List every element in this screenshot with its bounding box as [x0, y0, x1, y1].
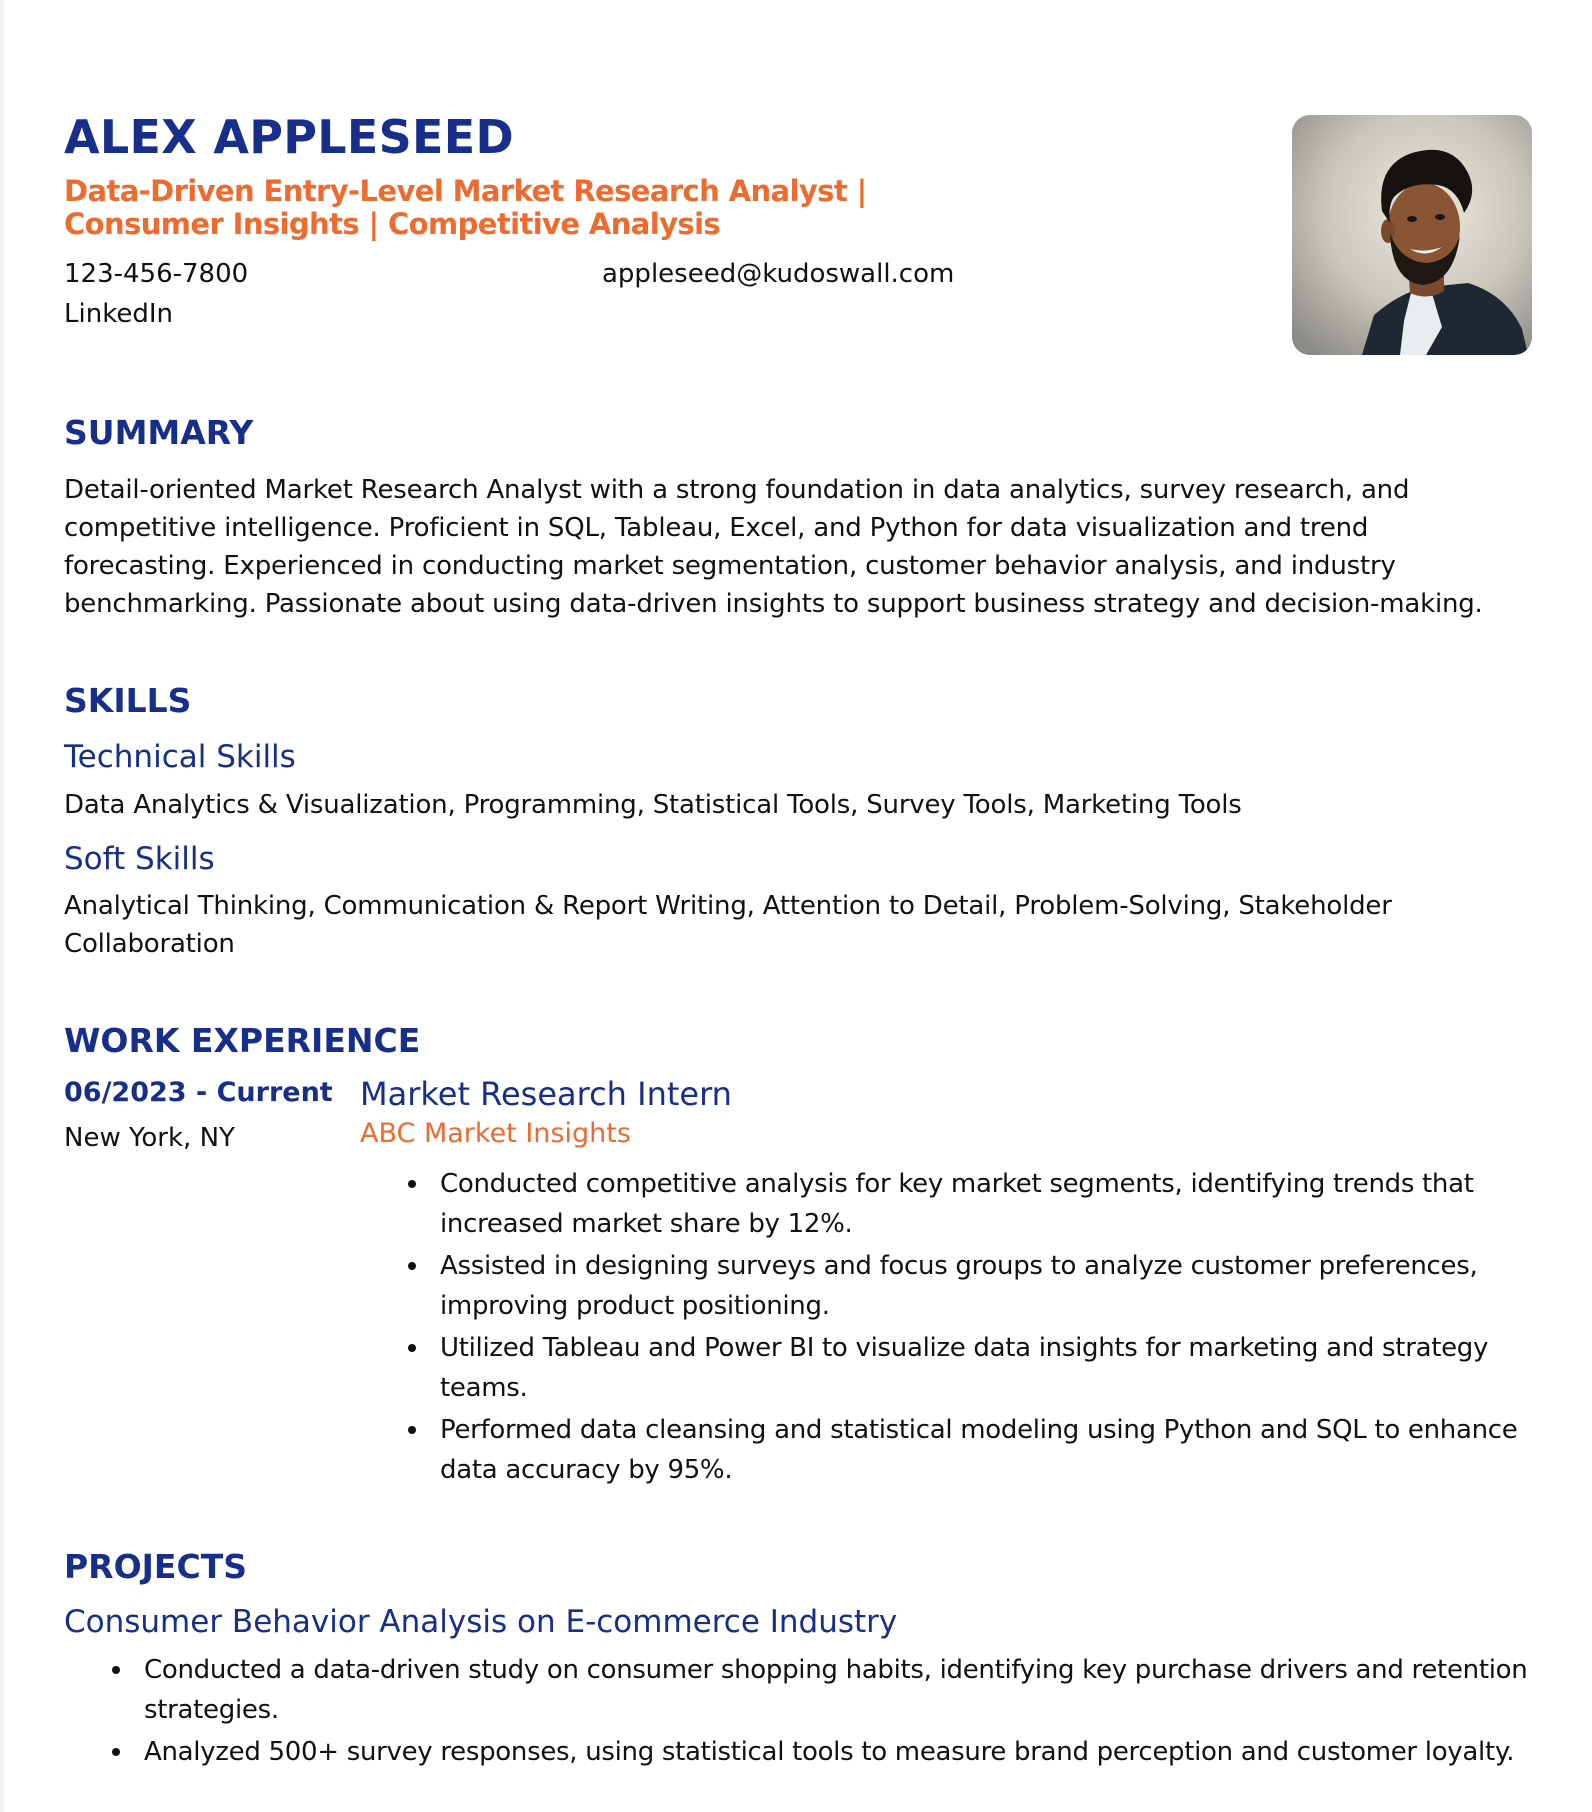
job-title: Market Research Intern [360, 1075, 732, 1113]
project-bullet: Conducted a data-driven study on consumer shopping habits, identifying key purchase drivers and retention strategies. [144, 1650, 1534, 1730]
phone-number: 123-456-7800 [64, 259, 249, 289]
technical-skills-text: Data Analytics & Visualization, Programming, Statistical Tools, Survey Tools, Marketing Tools [64, 790, 1242, 820]
profile-photo [1292, 115, 1532, 355]
skills-heading: SKILLS [64, 681, 192, 720]
candidate-headline: Data-Driven Entry-Level Market Research Analyst | Consumer Insights | Competitive Analysis [64, 174, 867, 241]
project-bullet-list [144, 1650, 1534, 1774]
job-dates: 06/2023 - Current [64, 1077, 333, 1108]
candidate-name: ALEX APPLESEED [64, 110, 514, 164]
projects-heading: PROJECTS [64, 1547, 247, 1586]
job-bullet: Conducted competitive analysis for key market segments, identifying trends that increased market share by 12%. [440, 1164, 1540, 1244]
job-bullet: Utilized Tableau and Power BI to visualize data insights for marketing and strategy teams. [440, 1328, 1540, 1408]
summary-text: Detail-oriented Market Research Analyst with a strong foundation in data analytics, survey research, and competitive intelligence. Proficient in SQL, Tableau, Excel, and Python for data visualization and trend forecasting. Experienced in conducting market segmentation, customer behavior analysis, and industry benchmarking. Passionate about using data-driven insights to support business strategy and decision-making. [64, 475, 1483, 619]
technical-skills-heading: Technical Skills [64, 739, 296, 775]
email-address[interactable]: appleseed@kudoswall.com [602, 259, 955, 289]
job-bullet-list [440, 1164, 1540, 1492]
summary-heading: SUMMARY [64, 413, 254, 452]
job-bullet: Assisted in designing surveys and focus groups to analyze customer preferences, improving product positioning. [440, 1246, 1540, 1326]
project-bullet: Analyzed 500+ survey responses, using statistical tools to measure brand perception and customer loyalty. [144, 1732, 1534, 1772]
job-location: New York, NY [64, 1123, 235, 1153]
soft-skills-text: Analytical Thinking, Communication & Report Writing, Attention to Detail, Problem-Solving, Stakeholder Collaboration [64, 891, 1392, 959]
job-bullet: Performed data cleansing and statistical modeling using Python and SQL to enhance data accuracy by 95%. [440, 1410, 1540, 1490]
profile-photo-image [1292, 115, 1532, 355]
linkedin-link[interactable]: LinkedIn [64, 299, 173, 329]
soft-skills-heading: Soft Skills [64, 841, 215, 877]
project-title: Consumer Behavior Analysis on E-commerce Industry [64, 1604, 898, 1640]
experience-heading: WORK EXPERIENCE [64, 1021, 421, 1060]
job-company: ABC Market Insights [360, 1118, 631, 1149]
page-edge [0, 0, 4, 1812]
